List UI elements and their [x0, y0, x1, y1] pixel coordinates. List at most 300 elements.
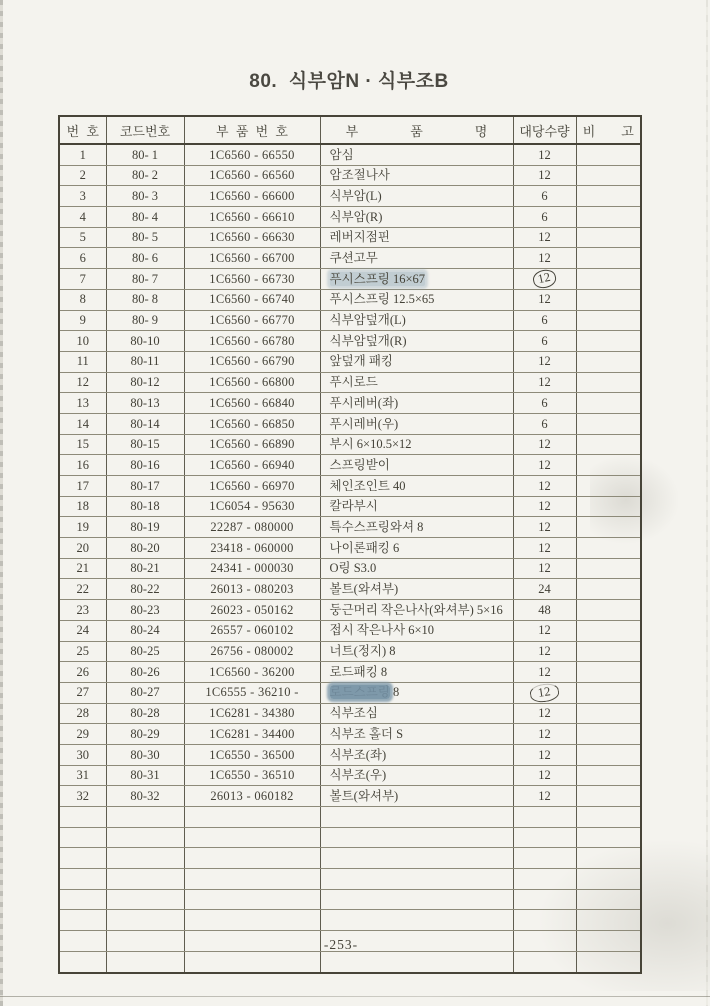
- code-number-cell: 80-17: [106, 476, 184, 497]
- remarks-cell: [576, 393, 641, 414]
- qty-text: 12: [538, 664, 551, 679]
- row-number-cell: 24: [59, 620, 106, 641]
- row-number-cell: 27: [59, 682, 106, 703]
- remarks-cell: [576, 289, 641, 310]
- code-number-cell: 80-28: [106, 703, 184, 724]
- table-row: [59, 476, 641, 497]
- table-row: [59, 289, 641, 310]
- code-number-cell: 80-25: [106, 641, 184, 662]
- part-name-cell: [320, 186, 513, 207]
- part-name-text: 볼트(와셔부): [329, 788, 399, 803]
- row-number-cell: 3: [59, 186, 106, 207]
- qty-text: 12: [538, 747, 551, 762]
- row-number-cell: 9: [59, 310, 106, 331]
- qty-per-unit-cell: [513, 786, 576, 807]
- qty-text: 6: [541, 313, 548, 328]
- remarks-cell: [576, 496, 641, 517]
- empty-cell: [320, 951, 513, 972]
- part-name-cell: [320, 393, 513, 414]
- qty-per-unit-cell: [513, 207, 576, 228]
- page-number: -253-: [323, 937, 359, 952]
- code-number-cell: 80-21: [106, 558, 184, 579]
- remarks-cell: [576, 538, 641, 559]
- table-row: [59, 269, 641, 290]
- part-name-text: 쿠션고무: [329, 251, 378, 266]
- code-number-cell: 80-24: [106, 620, 184, 641]
- table-header: [59, 116, 641, 144]
- qty-per-unit-cell: [513, 144, 576, 165]
- table-row: [59, 786, 641, 807]
- row-number-cell: 22: [59, 579, 106, 600]
- qty-text: 12: [538, 375, 551, 390]
- part-name-cell: [320, 496, 513, 517]
- empty-cell: [320, 827, 513, 848]
- code-number-cell: 80-30: [106, 744, 184, 765]
- remarks-cell: [576, 703, 641, 724]
- row-number-cell: 10: [59, 331, 106, 352]
- table-row: [59, 682, 641, 703]
- qty-per-unit-cell: [513, 579, 576, 600]
- remarks-cell: [576, 331, 641, 352]
- remarks-cell: [576, 186, 641, 207]
- empty-cell: [184, 910, 320, 931]
- remarks-cell: [576, 558, 641, 579]
- qty-per-unit-cell: [513, 289, 576, 310]
- part-name-text: 너트(정지) 8: [329, 644, 396, 659]
- part-name-cell: [320, 269, 513, 290]
- code-number-cell: 80-32: [106, 786, 184, 807]
- table-row: [59, 579, 641, 600]
- code-number-cell: 80-10: [106, 331, 184, 352]
- qty-text: 12: [538, 519, 551, 534]
- qty-text: 12: [538, 251, 551, 266]
- column-header-no: 번 호: [59, 116, 106, 144]
- qty-per-unit-cell: [513, 227, 576, 248]
- table-row: [59, 331, 641, 352]
- row-number-cell: 21: [59, 558, 106, 579]
- part-number-cell: 26013 - 060182: [184, 786, 320, 807]
- part-name-text: 푸시레버(우): [329, 416, 399, 431]
- empty-cell: [576, 889, 641, 910]
- empty-cell: [59, 827, 106, 848]
- part-name-text: 나이론패킹 6: [329, 540, 400, 555]
- part-number-cell: 1C6560 - 66550: [184, 144, 320, 165]
- empty-cell: [320, 807, 513, 828]
- part-name-cell: [320, 331, 513, 352]
- part-number-cell: 1C6560 - 66970: [184, 476, 320, 497]
- column-header-qty-per-unit: 대당수량: [513, 116, 576, 144]
- code-number-cell: 80- 2: [106, 165, 184, 186]
- part-name-cell: [320, 434, 513, 455]
- row-number-cell: 26: [59, 662, 106, 683]
- row-number-cell: 6: [59, 248, 106, 269]
- qty-per-unit-cell: [513, 165, 576, 186]
- part-number-cell: 1C6560 - 66740: [184, 289, 320, 310]
- qty-text: 6: [541, 209, 548, 224]
- part-name-text: 둥근머리 작은나사(와셔부) 5×16: [329, 602, 503, 617]
- code-number-cell: 80-15: [106, 434, 184, 455]
- code-number-cell: 80-18: [106, 496, 184, 517]
- qty-text: 12: [538, 788, 551, 803]
- parts-table: [58, 115, 642, 974]
- scan-bottom-edge-artifact: [0, 996, 710, 997]
- empty-cell: [184, 869, 320, 890]
- empty-cell: [513, 869, 576, 890]
- scan-left-edge-artifact: [0, 0, 3, 1006]
- part-name-cell: [320, 227, 513, 248]
- empty-cell: [576, 951, 641, 972]
- code-number-cell: 80-31: [106, 765, 184, 786]
- part-name-cell: [320, 351, 513, 372]
- part-number-cell: 1C6560 - 66850: [184, 413, 320, 434]
- empty-cell: [576, 910, 641, 931]
- row-number-cell: 12: [59, 372, 106, 393]
- part-number-cell: 1C6560 - 66700: [184, 248, 320, 269]
- empty-cell: [59, 848, 106, 869]
- empty-cell: [576, 869, 641, 890]
- qty-text: 6: [541, 416, 548, 431]
- empty-cell: [320, 869, 513, 890]
- remarks-cell: [576, 351, 641, 372]
- table-row: [59, 434, 641, 455]
- qty-text: 12: [538, 726, 551, 741]
- qty-per-unit-cell: [513, 765, 576, 786]
- part-name-text: 레버지점핀: [329, 230, 390, 245]
- remarks-cell: [576, 476, 641, 497]
- part-number-cell: 1C6560 - 66940: [184, 455, 320, 476]
- qty-per-unit-cell: [513, 682, 576, 703]
- remarks-cell: [576, 269, 641, 290]
- row-number-cell: 25: [59, 641, 106, 662]
- part-number-cell: 1C6560 - 66790: [184, 351, 320, 372]
- part-name-text: 스프링받이: [329, 457, 390, 472]
- part-name-cell: [320, 413, 513, 434]
- part-number-cell: 23418 - 060000: [184, 538, 320, 559]
- table-row: [59, 765, 641, 786]
- qty-per-unit-cell: [513, 476, 576, 497]
- empty-cell: [184, 827, 320, 848]
- empty-table-row: [59, 848, 641, 869]
- circled-quantity-mark: 12: [532, 268, 558, 290]
- row-number-cell: 17: [59, 476, 106, 497]
- part-number-cell: 26013 - 080203: [184, 579, 320, 600]
- code-number-cell: 80-13: [106, 393, 184, 414]
- empty-cell: [184, 951, 320, 972]
- part-name-text: 체인조인트 40: [329, 478, 406, 493]
- qty-per-unit-cell: [513, 724, 576, 745]
- qty-text: 12: [538, 706, 551, 721]
- part-number-cell: 1C6560 - 66600: [184, 186, 320, 207]
- row-number-cell: 7: [59, 269, 106, 290]
- row-number-cell: 20: [59, 538, 106, 559]
- part-name-cell: [320, 372, 513, 393]
- part-name-cell: [320, 538, 513, 559]
- empty-cell: [59, 807, 106, 828]
- qty-text: 12: [538, 499, 551, 514]
- qty-per-unit-cell: [513, 620, 576, 641]
- part-number-cell: 26756 - 080002: [184, 641, 320, 662]
- qty-per-unit-cell: [513, 538, 576, 559]
- row-number-cell: 28: [59, 703, 106, 724]
- code-number-cell: 80-14: [106, 413, 184, 434]
- empty-table-row: [59, 889, 641, 910]
- part-number-cell: 1C6560 - 66890: [184, 434, 320, 455]
- qty-per-unit-cell: [513, 186, 576, 207]
- column-header-part-number: 부 품 번 호: [184, 116, 320, 144]
- empty-table-row: [59, 951, 641, 972]
- remarks-cell: [576, 682, 641, 703]
- column-header-remarks: 비 고: [576, 116, 641, 144]
- qty-per-unit-cell: [513, 558, 576, 579]
- empty-cell: [184, 807, 320, 828]
- row-number-cell: 18: [59, 496, 106, 517]
- part-name-cell: [320, 786, 513, 807]
- qty-text: 12: [538, 147, 551, 162]
- part-name-text: 푸시레버(좌): [329, 395, 399, 410]
- row-number-cell: 11: [59, 351, 106, 372]
- code-number-cell: 80-12: [106, 372, 184, 393]
- empty-cell: [513, 910, 576, 931]
- qty-text: 6: [541, 333, 548, 348]
- part-number-cell: 1C6560 - 66560: [184, 165, 320, 186]
- part-name-text: 앞덮개 패킹: [329, 354, 394, 369]
- part-name-cell: [320, 310, 513, 331]
- qty-per-unit-cell: [513, 641, 576, 662]
- part-number-cell: 1C6054 - 95630: [184, 496, 320, 517]
- qty-per-unit-cell: [513, 413, 576, 434]
- empty-cell: [106, 827, 184, 848]
- table-row: [59, 455, 641, 476]
- remarks-cell: [576, 434, 641, 455]
- remarks-cell: [576, 310, 641, 331]
- table-row: [59, 662, 641, 683]
- empty-table-row: [59, 827, 641, 848]
- remarks-cell: [576, 372, 641, 393]
- empty-cell: [513, 807, 576, 828]
- part-name-cell: [320, 600, 513, 621]
- table-row: [59, 248, 641, 269]
- empty-cell: [576, 848, 641, 869]
- code-number-cell: 80- 6: [106, 248, 184, 269]
- empty-cell: [320, 910, 513, 931]
- qty-text: 12: [538, 354, 551, 369]
- part-name-text: 식부암(R): [329, 209, 383, 224]
- table-row: [59, 641, 641, 662]
- part-number-cell: 1C6281 - 34400: [184, 724, 320, 745]
- remarks-cell: [576, 579, 641, 600]
- part-name-text: 푸시로드: [329, 375, 378, 390]
- part-name-cell: [320, 207, 513, 228]
- row-number-cell: 8: [59, 289, 106, 310]
- table-row: [59, 207, 641, 228]
- part-name-cell: [320, 248, 513, 269]
- part-name-cell: [320, 724, 513, 745]
- qty-per-unit-cell: [513, 662, 576, 683]
- part-number-cell: 1C6550 - 36510: [184, 765, 320, 786]
- part-number-cell: 1C6560 - 66610: [184, 207, 320, 228]
- table-row: [59, 351, 641, 372]
- empty-cell: [59, 951, 106, 972]
- empty-cell: [59, 869, 106, 890]
- part-name-cell: [320, 579, 513, 600]
- remarks-cell: [576, 165, 641, 186]
- part-number-cell: 1C6281 - 34380: [184, 703, 320, 724]
- part-name-text: 로드패킹 8: [329, 664, 388, 679]
- table-row: [59, 310, 641, 331]
- qty-text: 6: [541, 395, 548, 410]
- qty-per-unit-cell: [513, 393, 576, 414]
- part-number-cell: 1C6560 - 36200: [184, 662, 320, 683]
- empty-cell: [184, 889, 320, 910]
- table-row: [59, 144, 641, 165]
- part-name-cell: [320, 476, 513, 497]
- row-number-cell: 4: [59, 207, 106, 228]
- code-number-cell: 80-27: [106, 682, 184, 703]
- page-title: 80. 식부암N · 식부조B: [249, 71, 449, 92]
- table-row: [59, 165, 641, 186]
- empty-cell: [320, 889, 513, 910]
- column-header-part-name: 부 품 명: [320, 116, 513, 144]
- part-name-text: 식부조 홀더 S: [329, 726, 404, 741]
- row-number-cell: 23: [59, 600, 106, 621]
- table-row: [59, 724, 641, 745]
- empty-cell: [106, 889, 184, 910]
- row-number-cell: 32: [59, 786, 106, 807]
- part-name-text: 부시 6×10.5×12: [329, 437, 412, 452]
- empty-table-row: [59, 807, 641, 828]
- remarks-cell: [576, 144, 641, 165]
- remarks-cell: [576, 641, 641, 662]
- qty-text: 12: [538, 561, 551, 576]
- code-number-cell: 80-11: [106, 351, 184, 372]
- row-number-cell: 31: [59, 765, 106, 786]
- part-name-cell: [320, 165, 513, 186]
- part-number-cell: 1C6560 - 66730: [184, 269, 320, 290]
- circled-quantity-mark: 12: [529, 682, 560, 703]
- row-number-cell: 15: [59, 434, 106, 455]
- empty-cell: [513, 951, 576, 972]
- remarks-cell: [576, 517, 641, 538]
- empty-cell: [106, 807, 184, 828]
- part-name-text: 특수스프링와셔 8: [329, 519, 424, 534]
- part-name-text: 볼트(와셔부): [329, 582, 399, 597]
- empty-cell: [106, 848, 184, 869]
- row-number-cell: 5: [59, 227, 106, 248]
- code-number-cell: 80-23: [106, 600, 184, 621]
- remarks-cell: [576, 620, 641, 641]
- scribble-mark: 로드스프링: [329, 685, 390, 700]
- part-name-cell: [320, 641, 513, 662]
- empty-cell: [320, 848, 513, 869]
- qty-per-unit-cell: [513, 351, 576, 372]
- table-row: [59, 393, 641, 414]
- code-number-cell: 80-29: [106, 724, 184, 745]
- remarks-cell: [576, 227, 641, 248]
- part-name-text: 접시 작은나사 6×10: [329, 623, 434, 638]
- qty-text: 6: [541, 188, 548, 203]
- part-name-cell: [320, 662, 513, 683]
- part-name-cell: [320, 703, 513, 724]
- remarks-cell: [576, 786, 641, 807]
- part-name-text: 식부암(L): [329, 188, 382, 203]
- empty-cell: [513, 848, 576, 869]
- part-name-cell: [320, 144, 513, 165]
- part-name-cell: [320, 289, 513, 310]
- code-number-cell: 80- 5: [106, 227, 184, 248]
- qty-per-unit-cell: [513, 372, 576, 393]
- part-name-cell: [320, 517, 513, 538]
- empty-cell: [59, 910, 106, 931]
- code-number-cell: 80- 8: [106, 289, 184, 310]
- qty-per-unit-cell: [513, 331, 576, 352]
- part-name-text: 식부조(좌): [329, 747, 387, 762]
- qty-per-unit-cell: [513, 434, 576, 455]
- part-number-cell: 26557 - 060102: [184, 620, 320, 641]
- qty-text: 12: [538, 478, 551, 493]
- part-name-cell: [320, 744, 513, 765]
- empty-cell: [576, 807, 641, 828]
- empty-cell: [59, 889, 106, 910]
- empty-cell: [513, 889, 576, 910]
- code-number-cell: 80-19: [106, 517, 184, 538]
- table-row: [59, 372, 641, 393]
- table-row: [59, 227, 641, 248]
- code-number-cell: 80-26: [106, 662, 184, 683]
- part-number-cell: 26023 - 050162: [184, 600, 320, 621]
- remarks-cell: [576, 600, 641, 621]
- column-header-code: 코드번호: [106, 116, 184, 144]
- table-body: [59, 144, 641, 973]
- table-row: [59, 558, 641, 579]
- code-number-cell: 80-20: [106, 538, 184, 559]
- part-name-text: 암조절나사: [329, 168, 390, 183]
- qty-text: 12: [538, 292, 551, 307]
- part-number-cell: 1C6560 - 66840: [184, 393, 320, 414]
- part-number-cell: 1C6560 - 66630: [184, 227, 320, 248]
- empty-cell: [106, 910, 184, 931]
- part-name-cell: [320, 558, 513, 579]
- part-name-text: 푸시스프링 12.5×65: [329, 292, 435, 307]
- table-row: [59, 538, 641, 559]
- qty-text: 48: [538, 602, 551, 617]
- code-number-cell: 80-16: [106, 455, 184, 476]
- table-row: [59, 744, 641, 765]
- remarks-cell: [576, 765, 641, 786]
- qty-text: 12: [538, 623, 551, 638]
- qty-per-unit-cell: [513, 744, 576, 765]
- row-number-cell: 30: [59, 744, 106, 765]
- part-name-text: 식부암덮개(L): [329, 313, 406, 328]
- empty-cell: [184, 848, 320, 869]
- empty-table-row: [59, 869, 641, 890]
- code-number-cell: 80- 3: [106, 186, 184, 207]
- part-number-cell: 1C6560 - 66800: [184, 372, 320, 393]
- row-number-cell: 19: [59, 517, 106, 538]
- part-number-cell: 1C6550 - 36500: [184, 744, 320, 765]
- qty-per-unit-cell: [513, 248, 576, 269]
- qty-per-unit-cell: [513, 517, 576, 538]
- qty-per-unit-cell: [513, 600, 576, 621]
- qty-text: 12: [538, 230, 551, 245]
- qty-text: 12: [538, 768, 551, 783]
- part-number-cell: 1C6560 - 66780: [184, 331, 320, 352]
- table-row: [59, 600, 641, 621]
- remarks-cell: [576, 455, 641, 476]
- code-number-cell: 80- 1: [106, 144, 184, 165]
- remarks-cell: [576, 413, 641, 434]
- qty-per-unit-cell: [513, 269, 576, 290]
- empty-cell: [106, 951, 184, 972]
